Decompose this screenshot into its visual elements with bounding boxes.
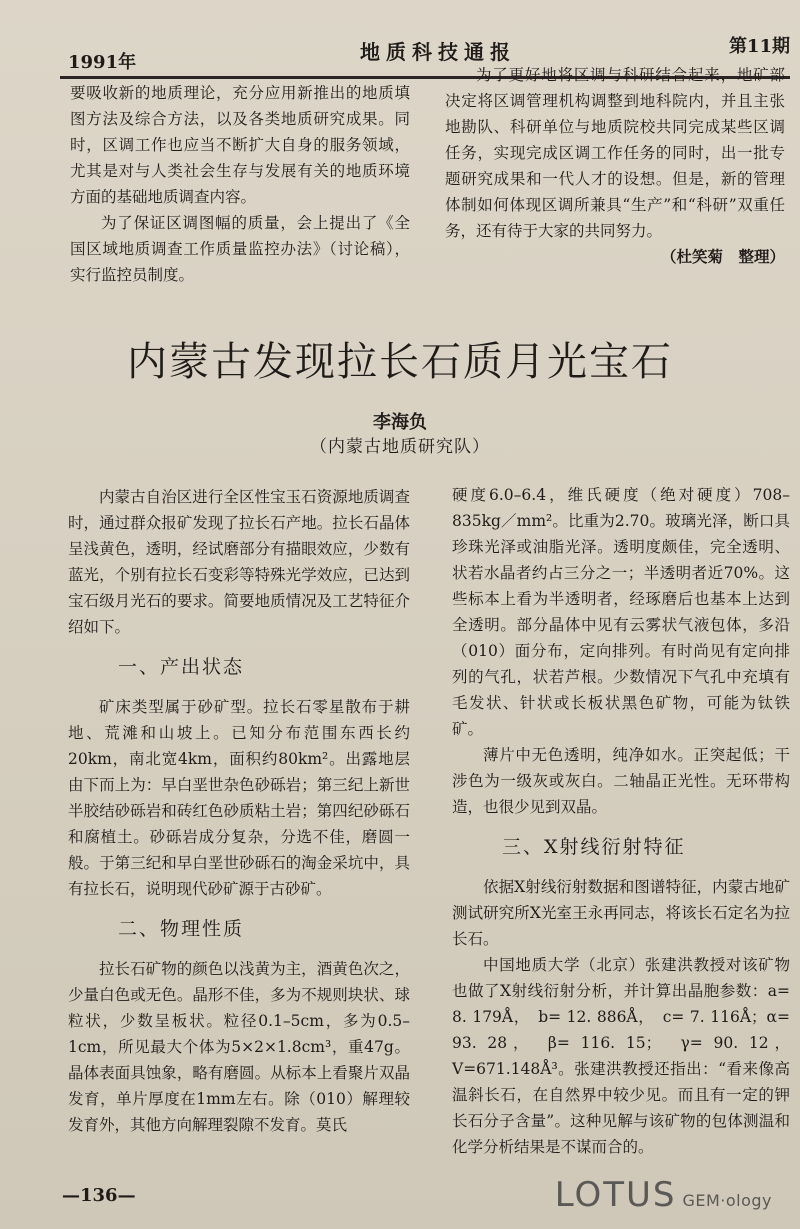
section-paragraph: 硬度6.0–6.4，维氏硬度（绝对硬度）708–835kg／mm²。比重为2.70。玻璃光泽，断口具珍珠光泽或油脂光泽。透明度颇佳，完全透明、状若水晶者约占三分之一；半透明者近70%。这些标本上看为半透明者，经琢磨后也基本上达到全透明。部分晶体中见有云雾状气液包体，多沿（010）面分布，定向排列。有时尚见有定向排列的气孔，状若芦根。少数情况下气孔中充填有毛发状、针状或长板状黑色矿物，可能为钛铁矿。 [452, 486, 790, 738]
header-journal-title: 地质科技通报 [360, 40, 516, 64]
section-paragraph: 依据X射线衍射数据和图谱特征，内蒙古地矿测试研究所X光室王永再同志，将该长石定名为拉长石。 [452, 878, 790, 948]
section-heading-occurrence: 一、产出状态 [118, 656, 245, 678]
prev-article-paragraph: 为了保证区调图幅的质量，会上提出了《全国区域地质调查工作质量监控办法》（讨论稿），实行监控员制度。 [70, 214, 410, 284]
section-paragraph: 中国地质大学（北京）张建洪教授对该矿物也做了X射线衍射分析，并计算出晶胞参数：a= 8. 179Å， b= 12. 886Å， c= 7. 116Å；α= 93. 28， β= 116. 15； γ= 90. 12，V=671.148Å³。张建洪教授还指出：“看来像高温斜长石，在自然界中较少见。而且有一定的钾长石分子含量”。这种见解与该矿物的包体测温和化学分析结果是不谋而合的。 [452, 956, 790, 1156]
article-title: 内蒙古发现拉长石质月光宝石 [127, 339, 673, 385]
prev-article-right-column [445, 62, 785, 270]
watermark-main: LOTUS [554, 1175, 677, 1215]
article-author: 李海负 [373, 412, 427, 433]
lotus-gemology-watermark [555, 1175, 772, 1215]
article-right-column [452, 482, 790, 1160]
section-heading-physical: 二、物理性质 [118, 918, 245, 940]
prev-article-paragraph: 为了更好地将区调与科研结合起来，地矿部决定将区调管理机构调整到地科院内，并且主张地勘队、科研单位与地质院校共同完成某些区调任务，实现完成区调工作任务的同时，出一批专题研究成果和一代人才的设想。但是，新的管理体制如何体现区调所兼具“生产”和“科研”双重任务，还有待于大家的共同努力。 [445, 66, 785, 240]
section-paragraph: 矿床类型属于砂矿型。拉长石零星散布于耕地、荒滩和山坡上。已知分布范围东西长约20km，南北宽4km，面积约80km²。出露地层由下而上为：早白垩世杂色砂砾岩；第三纪上新世半胶结砂砾岩和砖红色砂质粘土岩；第四纪砂砾石和腐植土。砂砾岩成分复杂，分选不佳，磨圆一般。于第三纪和早白垩世砂砾石的淘金采坑中，具有拉长石，说明现代砂矿源于古砂矿。 [68, 698, 410, 898]
section-paragraph: 薄片中无色透明，纯净如水。正突起低；干涉色为一级灰或灰白。二轴晶正光性。无环带构造，也很少见到双晶。 [452, 746, 790, 816]
editor-credit: （杜笑菊 整理） [660, 247, 785, 266]
section-paragraph: 拉长石矿物的颜色以浅黄为主，酒黄色次之，少量白色或无色。晶形不佳，多为不规则块状、球粒状，少数呈板状。粒径0.1–5cm，多为0.5–1cm，所见最大个体为5×2×1.8cm³，重47g。晶体表面具蚀象，略有磨圆。从标本上看聚片双晶发育，单片厚度在1mm左右。除（010）解理较发育外，其他方向解理裂隙不发育。莫氏 [68, 960, 410, 1134]
article-left-column [68, 484, 410, 1138]
header-issue: 第11期 [728, 36, 790, 57]
page-number: —136— [62, 1185, 136, 1206]
prev-article-left-column [70, 80, 410, 288]
intro-paragraph: 内蒙古自治区进行全区性宝玉石资源地质调查时，通过群众报矿发现了拉长石产地。拉长石晶体呈浅黄色，透明，经试磨部分有描眼效应，少数有蓝光，个别有拉长石变彩等特殊光学效应，已达到宝石级月光石的要求。简要地质情况及工艺特征介绍如下。 [68, 488, 410, 636]
watermark-sub: GEM·ology [682, 1191, 772, 1210]
header-year: 1991年 [68, 52, 137, 73]
article-affiliation: （内蒙古地质研究队） [310, 437, 490, 457]
prev-article-paragraph: 要吸收新的地质理论，充分应用新推出的地质填图方法及综合方法，以及各类地质研究成果。同时，区调工作也应当不断扩大自身的服务领域，尤其是对与人类社会生存与发展有关的地质环境方面的基础地质调查内容。 [70, 84, 410, 206]
section-heading-xray: 三、X射线衍射特征 [502, 836, 686, 858]
